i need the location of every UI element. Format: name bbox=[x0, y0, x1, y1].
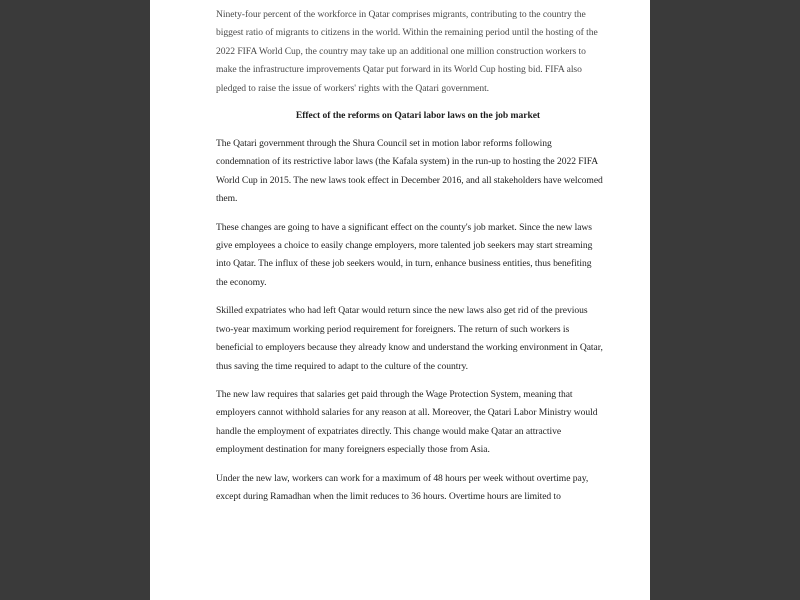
paragraph-wage-protection: The new law requires that salaries get paid through the Wage Protection System, meaning that employers cannot withhold salaries for any reason at all. Moreover, the Qatari Labor Ministry would handle the employment of expatriates directly. This change would make Qatar an attractive employment destination for many foreigners especially those from Asia. bbox=[216, 388, 598, 456]
paragraph-reforms: The Qatari government through the Shura Council set in motion labor reforms following condemnation of its restrictive labor laws (the Kafala system) in the run-up to hosting the 2022 FIFA World Cup in 2015. The new laws took effect in December 2016, and all stakeholders have welcomed them. bbox=[216, 138, 603, 205]
document-page bbox=[150, 0, 650, 600]
section-heading: Effect of the reforms on Qatari labor laws on the job market bbox=[295, 110, 541, 122]
paragraph-working-hours: Under the new law, workers can work for a maximum of 48 hours per week without overtime pay, except during Ramadhan when the limit reduces to 36 hours. Overtime hours are limited to bbox=[216, 472, 589, 502]
paragraph-skilled-expatriates: Skilled expatriates who had left Qatar would return since the new laws also get rid of the previous two-year maximum working period requirement for foreigners. The return of such workers is beneficial to employers because they already know and understand the working environment in Qatar, thus saving the time required to adapt to the culture of the country. bbox=[216, 305, 603, 372]
paragraph-workforce: Ninety-four percent of the workforce in Qatar comprises migrants, contributing to the country the biggest ratio of migrants to citizens in the world. Within the remaining period until the hosting of the 2022 FIFA World Cup, the country may take up an additional one million construction workers to make the infrastructure improvements Qatar put forward in its World Cup hosting bid. FIFA also pledged to raise the issue of workers' rights with the Qatari government. bbox=[216, 9, 598, 94]
paragraph-job-market: These changes are going to have a significant effect on the county's job market. Since the new laws give employees a choice to easily change employers, more talented job seekers may start streaming into Qatar. The influx of these job seekers would, in turn, enhance business entities, thus benefiting the economy. bbox=[216, 221, 593, 288]
document-body bbox=[216, 6, 604, 516]
